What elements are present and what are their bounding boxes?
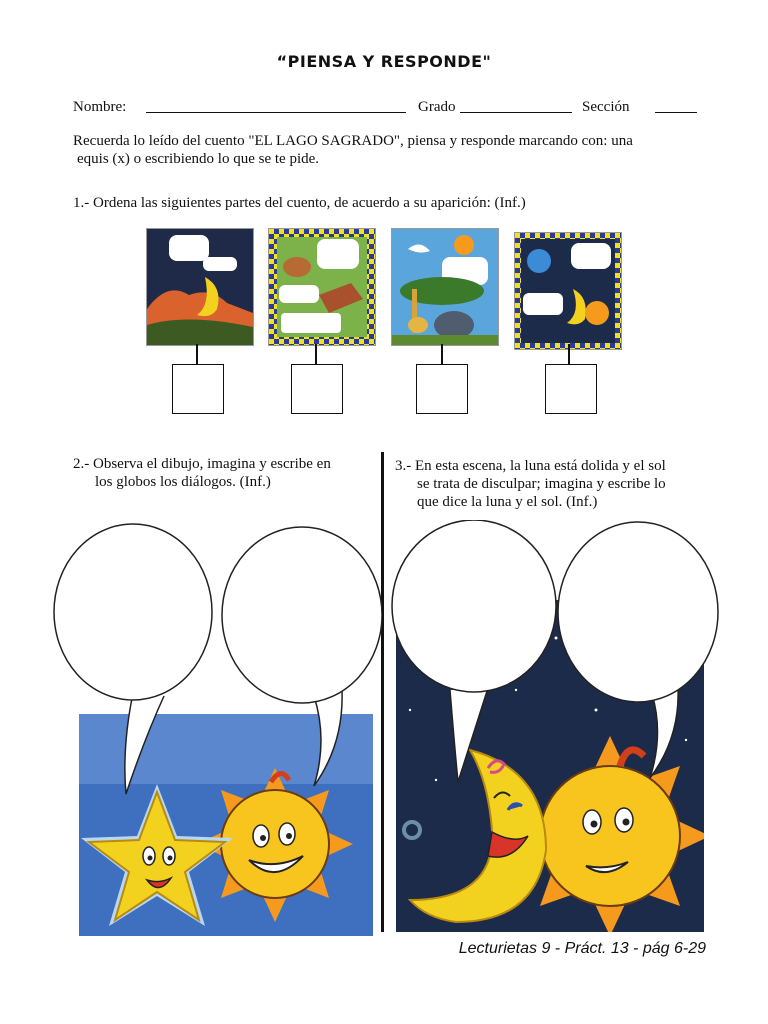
seccion-field[interactable] [655,112,697,113]
nombre-field[interactable] [146,112,406,113]
story-thumbnail-3 [391,228,499,346]
right-bubble-1[interactable] [396,530,546,680]
left-bubble-1[interactable] [58,530,206,690]
left-bubble-2[interactable] [226,535,374,695]
question-3-line-3: que dice la luna y el sol. (Inf.) [417,494,598,510]
story-thumbnail-4 [514,232,622,350]
question-3-line-2: se trata de disculpar; imagina y escribe lo [417,476,666,492]
question-3-line-1: 3.- En esta escena, la luna está dolida y el sol [395,458,666,474]
page-title: “PIENSA Y RESPONDE" [276,52,492,71]
order-box-1[interactable] [172,364,224,414]
grado-field[interactable] [460,112,572,113]
nombre-label: Nombre: [73,99,127,115]
right-bubble-2[interactable] [562,535,712,695]
grado-label: Grado [418,99,456,115]
story-thumbnail-2 [268,228,376,346]
instructions-line-1: Recuerda lo leído del cuento "EL LAGO SAGRADO", piensa y responde marcando con: una [73,133,633,149]
instructions-line-2: equis (x) o escribiendo lo que se te pide. [77,151,320,167]
story-thumbnail-1 [146,228,254,346]
page-footer: Lecturietas 9 - Práct. 13 - pág 6-29 [458,940,706,957]
order-box-2[interactable] [291,364,343,414]
seccion-label: Sección [582,99,630,115]
question-2-line-2: los globos los diálogos. (Inf.) [95,474,271,490]
question-2-line-1: 2.- Observa el dibujo, imagina y escribe en [73,456,331,472]
order-box-4[interactable] [545,364,597,414]
order-box-3[interactable] [416,364,468,414]
question-1-text: 1.- Ordena las siguientes partes del cuento, de acuerdo a su aparición: (Inf.) [73,195,526,211]
